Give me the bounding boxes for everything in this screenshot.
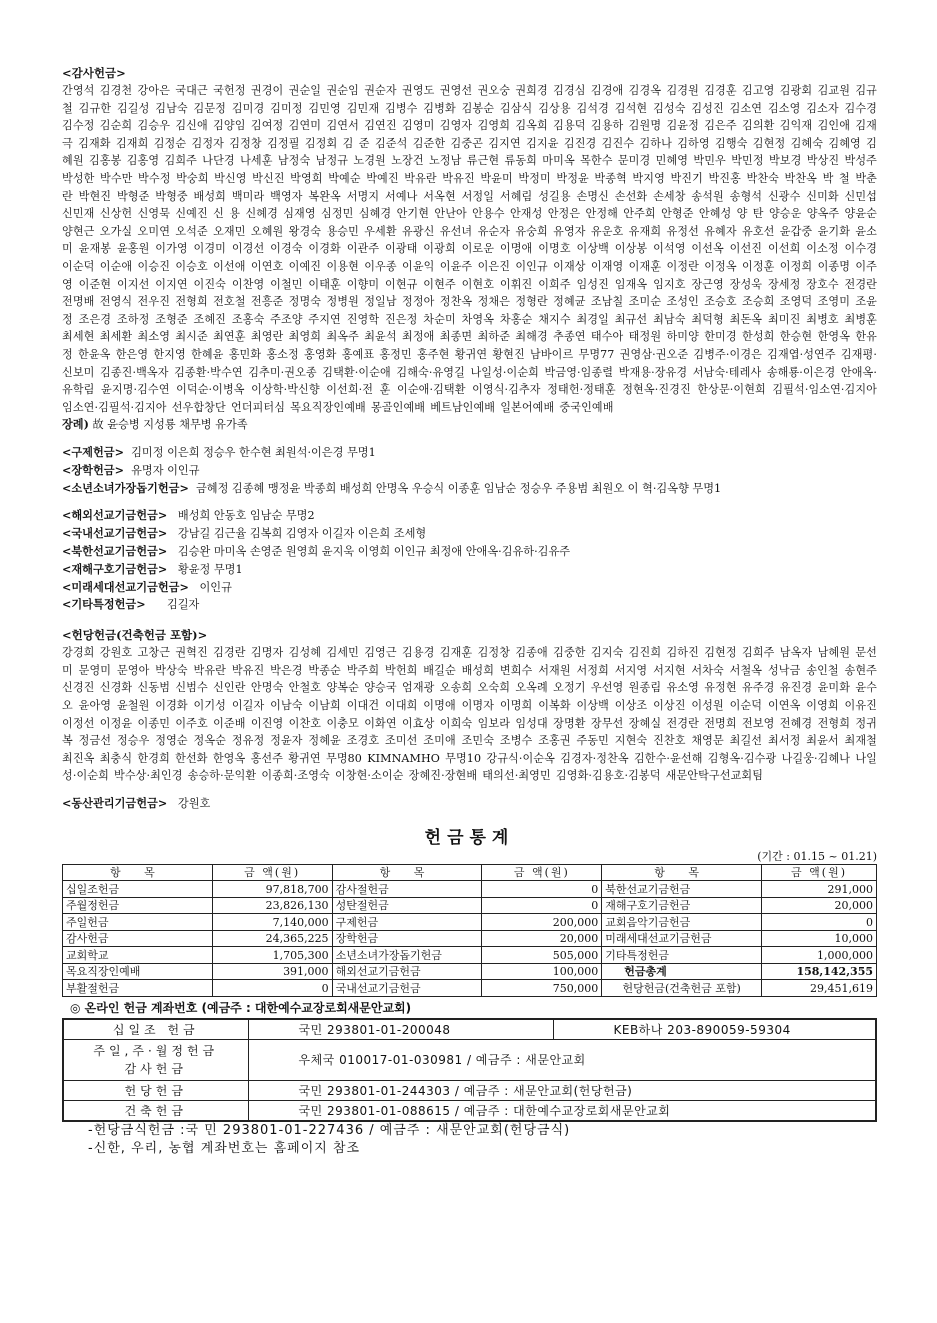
dongsan-label: <동산관리기금헌금> <box>62 796 168 810</box>
lines-a <box>62 444 877 497</box>
stats-amount: 10,000 <box>762 930 877 947</box>
offering-label: <미래세대선교기금헌금> <box>62 579 189 594</box>
stats-item: 교회학교 <box>63 947 213 964</box>
stats-amount: 1,000,000 <box>762 947 877 964</box>
account-number: 우체국 010017-01-030981 / 예금주 : 새문안교회 <box>248 1039 876 1080</box>
offering-names: 배성희 안동호 임남순 무명2 <box>177 509 315 523</box>
stats-item: 감사절헌금 <box>332 881 482 898</box>
stats-table <box>62 864 877 997</box>
stats-row <box>63 914 877 931</box>
gamsa-names: 간영석 김경천 강아은 국대근 국헌정 권경이 권순일 권순임 권순자 권영도 권영선 권오숭 권희경 김경심 김경애 김경옥 김경원 김경훈 김고영 김광회 김교원 김규철 김규한 김길성 김남숙 김문정 김미경 김미정 김민영 김민재 김병수 김병화 김봉순 김삼식 김상용 김석경 김석현 김성숙 김성진 김소연 김소영 김소자 김수경 김수정 김순희 김승우 김신애 김양임 김여정 김연미 김연서 김연진 김영미 김영자 김영희 김옥희 김용덕 김용하 김원명 김윤정 김은주 김의환 김익재 김인애 김재극 김재화 김재희 김정순 김정자 김정창 김정필 김정회 김 준 김준석 김준한 김중곤 김지연 김지윤 김진경 김진수 김하나 김하영 김행숙 김현정 김혜숙 김혜영 김혜원 김홍봉 김홍영 김희주 나단경 나세훈 남정숙 남정규 노경원 노장건 노정남 류근현 류동희 마미옥 목한수 문미경 민혜영 박민우 박민정 박보경 박상진 박성주 박성한 박수만 박수정 박숭희 박신영 박신진 박영희 박예순 박예진 박유란 박유진 박윤미 박정미 박정윤 박종혁 박지영 박진기 박진홍 박찬숙 박찬옥 박 철 박춘란 박현진 박형준 박형중 배성희 백미라 백영자 복완옥 서명지 서예나 서옥현 서정일 서혜림 성길용 손명신 손선화 손세창 송석원 송형석 신광수 신미화 신민섭 신민재 신상헌 신영묵 신예진 신 용 신혜경 심재영 심정민 심혜경 안기현 안난아 안용수 안재성 안정은 안정해 안주희 안형준 안혜성 양 탄 양승운 양옥주 양윤순 양현근 오가실 오미연 오석준 오재민 오혜원 왕경숙 용승민 우세환 유광신 유선녀 유순자 유숭희 유영자 유운호 유재희 유정선 유혜자 유호선 윤갑중 윤기화 윤소미 윤재봉 윤홍원 이가영 이경미 이경선 이경숙 이경화 이관주 이광태 이광희 이로운 이명애 이명호 이상백 이상봉 이석영 이선옥 이선진 이선희 이소정 이수경 이순덕 이순애 이승진 이승호 이선애 이연호 이예진 이용현 이우종 이윤익 이윤주 이은진 이인규 이재상 이재영 이재훈 이정란 이정옥 이정훈 이정희 이종명 이주영 이준현 이지선 이지연 이진숙 이찬영 이철민 이태훈 이향미 이현규 이현주 이현호 이휘진 이희주 임성진 임재옥 임지호 장근영 장성욱 장세정 장호수 전경란 전명배 전영식 전우진 전형희 전호철 전흥준 정명숙 정병원 정일남 정정아 정찬옥 정채은 정형란 정혜균 조남칠 조미순 조성인 조승호 조승희 조영덕 조영미 조윤정 조은경 조하정 조형준 조혜진 조홍숙 주조양 주지연 진영학 진은정 차순미 차영옥 차홍순 채지수 최경일 최규선 최남숙 최덕형 최돈옥 최미진 최병호 최병훈 최세현 최세환 최소영 최시준 최연훈 최영란 최영희 최옥주 최윤석 최정애 최종면 최하준 최해경 추종연 태수아 태정원 하미양 한미경 한성희 한승현 한영옥 한유정 한윤옥 한은영 한지영 한혜윤 홍민화 홍소정 홍영화 홍예표 홍정민 홍주현 황귀연 황현진 남바이르 무명77 권영삼·권오준 김병주·이경은 김재엽·성연주 김재평·신보미 김종진·백옥자 김종환·박수연 김추미·권오종 김택환·이순애 김해숙·유영길 나일성·이순희 박금영·임종렬 박재용·장유경 서남숙·테레사 송해룡·이은경 안애옥·유학림 윤지명·김수연 이덕순·이병옥 이상학·박신향 이선희·전 훈 이순애·김택환 이영식·김추자 정태헌·정태훈 정현옥·진경진 한상문·이현희 김필석·임소연·김지아 임소연·김필석·김지아 선우합창단 언더피터심 목요직장인예배 몽골인예배 베트남인예배 일본어예배 중국인예배 <box>62 84 877 414</box>
account-number: 국민 293801-01-244303 / 예금주 : 새문안교회(헌당헌금) <box>248 1080 876 1100</box>
account-category: 헌당헌금 <box>63 1080 248 1100</box>
stats-item: 주일헌금 <box>63 914 213 931</box>
stats-item: 헌당헌금(건축헌금 포함) <box>602 980 762 997</box>
account-number: 국민 293801-01-200048 <box>248 1019 553 1040</box>
funeral-line <box>62 416 877 434</box>
bulletin-page <box>62 62 877 1158</box>
account-category-group <box>63 1039 248 1080</box>
stats-row <box>63 930 877 947</box>
stats-amount: 291,000 <box>762 881 877 898</box>
stats-total-amount: 158,142,355 <box>762 963 877 980</box>
account-category: 건축헌금 <box>63 1100 248 1121</box>
stats-item: 주월정헌금 <box>63 897 213 914</box>
header-item: 항 목 <box>63 864 213 881</box>
stats-amount: 0 <box>212 980 332 997</box>
offering-line <box>62 543 877 561</box>
offering-names: 유명자 이인규 <box>131 463 200 477</box>
stats-amount: 0 <box>482 897 602 914</box>
offering-names: 김길자 <box>166 598 200 612</box>
header-amount: 금 액(원) <box>762 864 877 881</box>
dongsan-line <box>62 795 877 813</box>
header-amount: 금 액(원) <box>212 864 332 881</box>
offering-label: <재해구호기금헌금> <box>62 561 168 576</box>
stats-amount: 20,000 <box>482 930 602 947</box>
funeral-text: 故 윤승병 지성룡 채무병 유가족 <box>88 418 248 432</box>
stats-amount: 1,705,300 <box>212 947 332 964</box>
offering-label: <기타특정헌금> <box>62 597 146 612</box>
note-line: -신한, 우리, 농협 계좌번호는 홈페이지 참조 <box>88 1140 361 1156</box>
stats-amount: 20,000 <box>762 897 877 914</box>
stats-row <box>63 980 877 997</box>
account-table <box>62 1018 877 1122</box>
gamsa-section <box>62 62 877 434</box>
stats-item: 재해구호기금헌금 <box>602 897 762 914</box>
stats-total-item: 헌금총계 <box>602 963 762 980</box>
stats-item: 해외선교기금헌금 <box>332 963 482 980</box>
funeral-label: 장례) <box>62 417 89 432</box>
stats-item: 교회음악기금헌금 <box>602 914 762 931</box>
stats-amount: 0 <box>762 914 877 931</box>
offering-label: <소년소녀가장돕기헌금> <box>62 480 189 495</box>
lines-b <box>62 507 877 614</box>
offering-label: <국내선교기금헌금> <box>62 526 168 541</box>
stats-amount: 24,365,225 <box>212 930 332 947</box>
stats-item: 소년소녀가장돕기헌금 <box>332 947 482 964</box>
stats-amount: 97,818,700 <box>212 881 332 898</box>
stats-item: 목요직장인예배 <box>63 963 213 980</box>
stats-amount: 7,140,000 <box>212 914 332 931</box>
offering-names: 김승완 마미옥 손영준 원영희 윤지욱 이영희 이인규 최정애 안애옥·김유하·김유주 <box>177 545 571 559</box>
note-line: -헌당금식헌금 :국 민 293801-01-227436 / 예금주 : 새문안교회(헌당금식) <box>88 1122 571 1138</box>
account-category: 주일,주·월정헌금 <box>93 1043 219 1058</box>
account-category: 십일조 헌금 <box>63 1019 248 1040</box>
handang-names: 강경희 강원호 고창근 권혁진 김경란 김명자 김성혜 김세민 김영근 김용경 김재훈 김정창 김종애 김중한 김지숙 김진희 김하진 김현정 김희주 남옥자 남혜원 문선미 문영미 문영아 박상숙 박유란 박유진 박은경 박종순 박주희 박헌희 배길순 배성희 변희수 서재원 서정희 서지영 서지현 서차숙 서철옥 성낙금 송인철 송현주 신경진 신경화 신동범 신범수 신인란 안명숙 안철호 양복순 양승국 엄재광 오송희 오숙희 오옥례 오정기 우선영 원종림 유소영 유정현 유주경 유진경 윤미화 윤수오 윤아영 윤철원 이경화 이기성 이길자 이남숙 이남희 이대건 이대희 이명애 이명자 이명희 이복화 이상백 이상조 이상진 이성원 이순덕 이연옥 이영희 이유진 이정선 이정윤 이종민 이주호 이준배 이진영 이찬호 이충모 이화연 이효상 이희숙 임보라 임성대 장명환 장무선 장혜실 전경란 전명희 전보영 전혜경 전형희 정귀복 정금선 정승우 정영순 정옥순 정유정 정윤자 정혜윤 조경호 조미선 조미애 조민숙 조병수 조홍권 주동민 지현숙 진찬호 채영문 최길선 최서정 최윤서 최재철 최진옥 최충식 한경희 한선화 한영옥 홍선주 황귀연 무명80 KIMNAMHO 무명10 강규식·이순옥 김경자·정찬옥 김한수·윤선해 김형옥·김수광 나길웅·김혜나 나일성·이순희 박수상·최인경 송승하·문익환 이종희·조영숙 이창현·소이순 장혜진·장현배 태의선·최영민 김영화·김용호·김봉덕 새문안탁구선교회팀 <box>62 646 877 783</box>
stats-amount: 391,000 <box>212 963 332 980</box>
offering-names: 김미정 이은희 정승우 한수현 최원석·이은경 무명1 <box>131 446 376 460</box>
stats-item: 기타특정헌금 <box>602 947 762 964</box>
header-item: 항 목 <box>602 864 762 881</box>
stats-period: (기간 : 01.15 ~ 01.21) <box>757 849 877 863</box>
handang-title: <헌당헌금(건축헌금 포함)> <box>62 628 208 643</box>
stats-item: 구제헌금 <box>332 914 482 931</box>
offering-names: 황윤정 무명1 <box>177 562 243 576</box>
stats-title: 헌금통계 <box>424 827 515 848</box>
header-amount: 금 액(원) <box>482 864 602 881</box>
stats-amount: 100,000 <box>482 963 602 980</box>
offering-line <box>62 507 877 525</box>
handang-section <box>62 624 877 785</box>
stats-item: 미래세대선교기금헌금 <box>602 930 762 947</box>
offering-line <box>62 462 877 480</box>
stats-amount: 0 <box>482 881 602 898</box>
stats-row <box>63 963 877 980</box>
stats-amount: 750,000 <box>482 980 602 997</box>
offering-line <box>62 561 877 579</box>
stats-item: 십일조헌금 <box>63 881 213 898</box>
stats-item: 부활절헌금 <box>63 980 213 997</box>
stats-row <box>63 947 877 964</box>
stats-item: 북한선교기금헌금 <box>602 881 762 898</box>
online-account-title: ◎ 온라인 헌금 계좌번호 (예금주 : 대한예수교장로회새문안교회) <box>70 1000 412 1015</box>
account-row <box>63 1019 876 1040</box>
offering-names: 금혜정 김종혜 맹정윤 박종희 배성희 안명옥 우승식 이종훈 임남순 정승우 주용범 최원오 이 혁·김옥향 무명1 <box>195 481 722 495</box>
stats-amount: 29,451,619 <box>762 980 877 997</box>
dongsan-names: 강원호 <box>177 797 211 810</box>
account-number: 국민 293801-01-088615 / 예금주 : 대한예수교장로회새문안교회 <box>248 1100 876 1121</box>
stats-item: 장학헌금 <box>332 930 482 947</box>
offering-label: <해외선교기금헌금> <box>62 508 168 523</box>
offering-line <box>62 525 877 543</box>
offering-line <box>62 444 877 462</box>
offering-line <box>62 480 877 498</box>
stats-row <box>63 881 877 898</box>
offering-label: <장학헌금> <box>62 462 124 477</box>
offering-names: 이인규 <box>199 580 232 594</box>
stats-item: 성탄절헌금 <box>332 897 482 914</box>
stats-amount: 505,000 <box>482 947 602 964</box>
offering-label: <북한선교기금헌금> <box>62 544 168 559</box>
header-item: 항 목 <box>332 864 482 881</box>
offering-line <box>62 596 877 614</box>
account-category: 감사헌금 <box>124 1061 187 1076</box>
account-row <box>63 1039 876 1080</box>
stats-row <box>63 897 877 914</box>
offering-names: 강남길 김근율 김복희 김영자 이길자 이은희 조세형 <box>177 527 427 541</box>
account-number: KEB하나 203-890059-59304 <box>553 1019 876 1040</box>
stats-item: 감사헌금 <box>63 930 213 947</box>
account-row <box>63 1100 876 1121</box>
stats-header-row <box>63 864 877 881</box>
offering-label: <구제헌금> <box>62 445 124 460</box>
offering-line <box>62 579 877 597</box>
stats-item: 국내선교기금헌금 <box>332 980 482 997</box>
account-row <box>63 1080 876 1100</box>
gamsa-title: <감사헌금> <box>62 66 126 80</box>
stats-amount: 200,000 <box>482 914 602 931</box>
stats-amount: 23,826,130 <box>212 897 332 914</box>
